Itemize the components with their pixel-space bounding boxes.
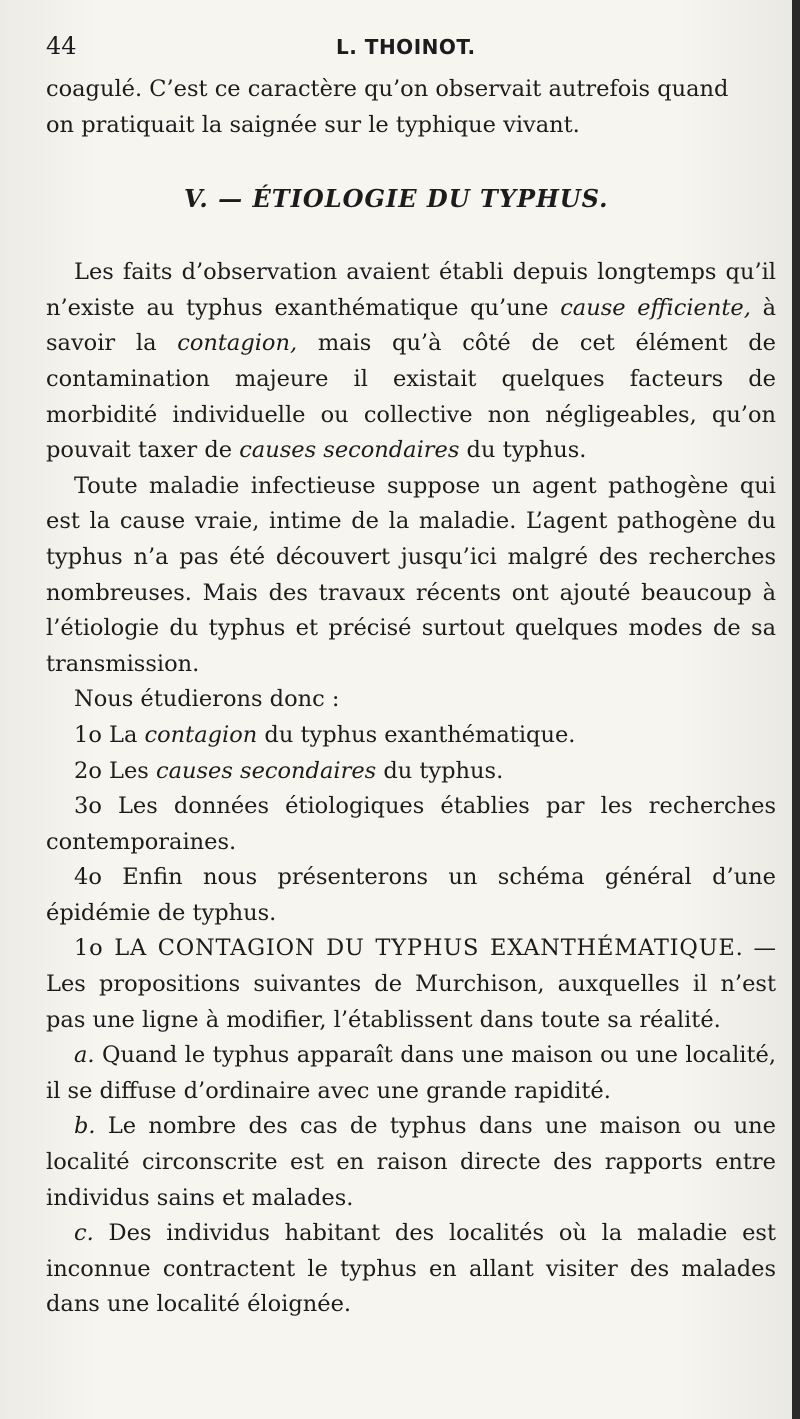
intro-text-1: coagulé. C’est ce caractère qu’on observait autrefois quand: [46, 76, 729, 102]
proposition-b: [46, 1109, 776, 1216]
p1-e: mais qu’à côté de cet élément de contamination majeure il existait quelques facteurs de morbidité individuelle ou collective non négligeables, qu’on pouvait taxer de: [46, 330, 776, 464]
list-item-2: [46, 754, 776, 790]
li1-em: contagion: [144, 721, 258, 748]
prop-a-label: a.: [74, 1042, 95, 1069]
li2-rest: du typhus.: [376, 757, 504, 784]
li2-em: causes secondaires: [155, 757, 377, 784]
p1-a: Les faits d’observation avaient établi depuis longtemps qu’il n’existe au typhus exanthématique qu’une: [46, 259, 776, 321]
list-item-3: 3o Les données étiologiques établies par les recherches contemporaines.: [46, 793, 776, 855]
p1-f: causes secondaires: [239, 437, 460, 464]
running-head-author: L. THOINOT.: [336, 35, 476, 59]
prop-c-label: c.: [74, 1220, 94, 1247]
paragraph-contagion: [46, 931, 776, 1038]
li1-rest: du typhus exanthématique.: [257, 721, 576, 748]
paragraph-study: Nous étudierons donc :: [74, 686, 340, 713]
p1-c: à savoir la: [46, 294, 776, 357]
running-head: [46, 32, 776, 72]
prop-b-label: b.: [74, 1113, 96, 1140]
p1-g: du typhus.: [459, 437, 587, 464]
p1-d: contagion,: [177, 330, 298, 357]
prop-b-text: Le nombre des cas de typhus dans une maison ou une localité circonscrite est en raison directe des rapports entre individus sains et malades.: [46, 1113, 776, 1211]
contagion-text: — Les propositions suivantes de Murchison, auxquelles il n’est pas une ligne à modifier, l’établissent dans toute sa réalité.: [46, 935, 776, 1033]
proposition-c: [46, 1216, 776, 1323]
li1-num: 1o La: [74, 721, 145, 748]
prop-c-text: Des individus habitant des localités où la maladie est inconnue contractent le typhus en allant visiter des malades dans une localité éloignée.: [46, 1220, 776, 1318]
li2-num: 2o Les: [74, 757, 156, 784]
paragraph-infection: Toute maladie infectieuse suppose un agent pathogène qui est la cause vraie, intime de la maladie. L’agent pathogène du typhus n’a pas été découvert jusqu’ici malgré des recherches nombreuses. Mais des travaux récents ont ajouté beaucoup à l’étiologie du typhus et précisé surtout quelques modes de sa transmission.: [46, 472, 776, 677]
paragraph-facts: [46, 255, 776, 469]
intro-line-1: [46, 72, 776, 108]
contagion-heading: 1o LA CONTAGION DU TYPHUS EXANTHÉMATIQUE.: [74, 935, 744, 962]
intro-line-2: [46, 108, 776, 144]
study-list: [46, 718, 776, 932]
list-item-1: [46, 718, 776, 754]
prop-a-text: Quand le typhus apparaît dans une maison ou une localité, il se diffuse d’ordinaire avec une grande rapidité.: [46, 1042, 776, 1104]
list-item-4: 4o Enfin nous présenterons un schéma général d’une épidémie de typhus.: [46, 864, 776, 926]
section-title: V. — ÉTIOLOGIE DU TYPHUS.: [184, 184, 609, 214]
page-number: 44: [46, 32, 77, 60]
proposition-a: [46, 1038, 776, 1109]
page-edge: [792, 0, 800, 1419]
p1-b: cause efficiente,: [560, 294, 751, 321]
intro-text-2: on pratiquait la saignée sur le typhique vivant.: [46, 111, 580, 138]
